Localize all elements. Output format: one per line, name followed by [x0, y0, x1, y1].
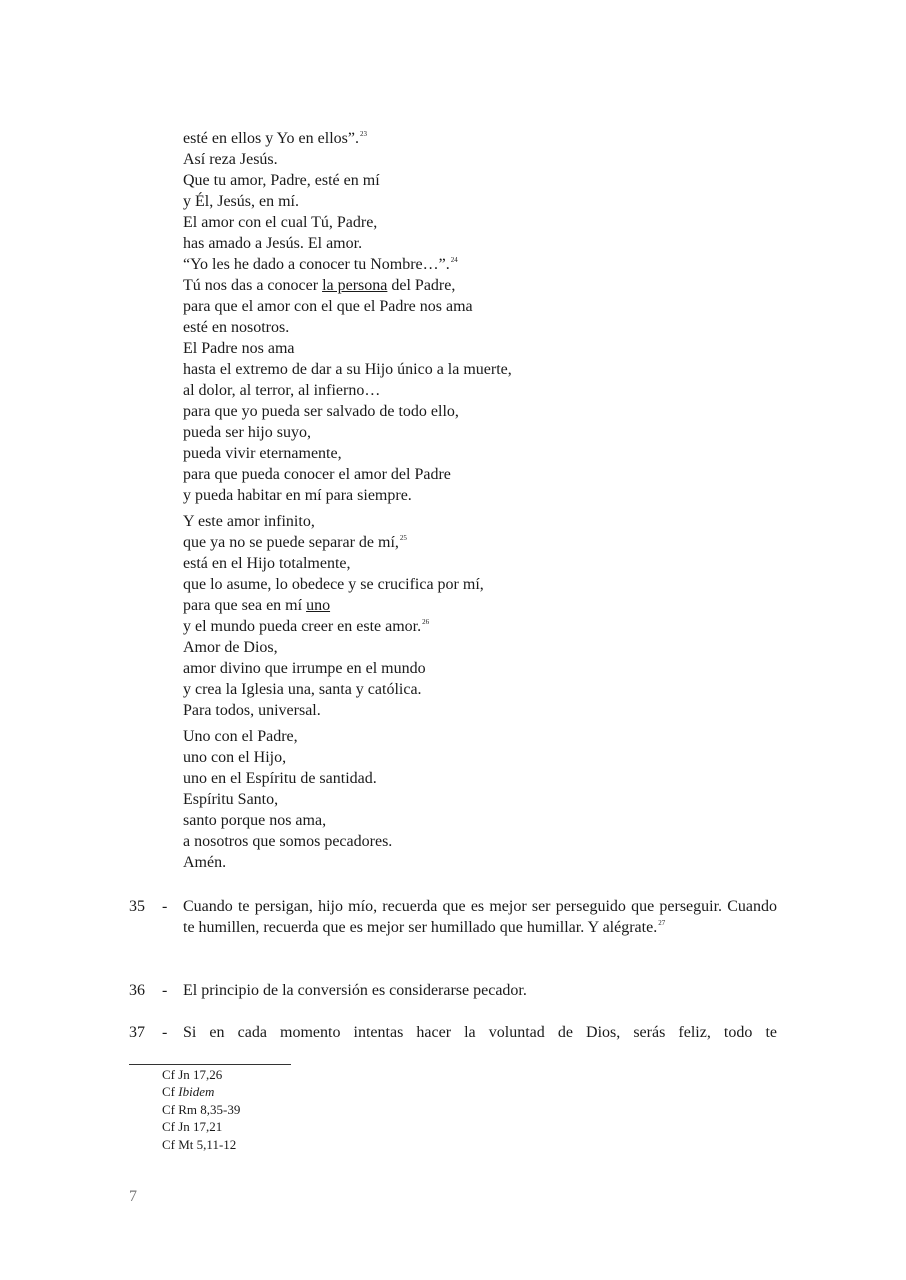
- poem-line: al dolor, al terror, al infierno…: [183, 382, 381, 399]
- poem-line: para que sea en mí uno: [183, 597, 331, 614]
- footnotes: [162, 1066, 240, 1153]
- page-number: 7: [129, 1188, 137, 1205]
- poem-line: esté en ellos y Yo en ellos”.$^{23}$: [183, 130, 367, 147]
- footnote-ref[interactable]: 27: [658, 919, 666, 927]
- poem-line: “Yo les he dado a conocer tu Nombre…”.$^{24}$: [183, 256, 458, 273]
- poem-stanza-3: [183, 726, 783, 873]
- poem-line: El amor con el cual Tú, Padre,: [183, 214, 378, 231]
- poem-line: Que tu amor, Padre, esté en mí: [183, 172, 380, 189]
- poem-line: pueda vivir eternamente,: [183, 445, 342, 462]
- poem-line: para que pueda conocer el amor del Padre: [183, 466, 451, 483]
- footnote: Cf Jn 17,26: [162, 1067, 223, 1082]
- footnote-ref[interactable]: 26: [422, 618, 430, 626]
- poem-line: El Padre nos ama: [183, 340, 295, 357]
- item-text: Si en cada momento intentas hacer la voluntad de Dios, serás feliz, todo te: [183, 1024, 777, 1041]
- poem-line: hasta el extremo de dar a su Hijo único a la muerte,: [183, 361, 512, 378]
- poem-line: para que el amor con el que el Padre nos ama: [183, 298, 473, 315]
- poem-line: Así reza Jesús.: [183, 151, 278, 168]
- numbered-item-36: [129, 980, 777, 1001]
- footnote: Cf Rm 8,35-39: [162, 1101, 241, 1117]
- poem-line: pueda ser hijo suyo,: [183, 424, 311, 441]
- poem-line: Espíritu Santo,: [183, 791, 279, 808]
- poem-line: Amor de Dios,: [183, 639, 278, 656]
- footnote-ref[interactable]: 25: [399, 534, 407, 542]
- poem-line: Tú nos das a conocer la persona del Padre,: [183, 277, 456, 294]
- poem-stanza-1: [183, 128, 783, 506]
- poem-line: has amado a Jesús. El amor.: [183, 235, 363, 252]
- footnote-ref[interactable]: 23: [359, 130, 367, 138]
- item-number: 37: [129, 1024, 145, 1041]
- item-dash: -: [162, 898, 168, 915]
- footnote-ref[interactable]: 24: [450, 256, 458, 264]
- poem: [183, 128, 783, 873]
- item-number: 36: [129, 982, 145, 999]
- item-dash: -: [162, 1024, 168, 1041]
- poem-line: y pueda habitar en mí para siempre.: [183, 487, 412, 504]
- footnote: Cf Ibidem: [162, 1084, 215, 1100]
- poem-line: y crea la Iglesia una, santa y católica.: [183, 681, 422, 698]
- poem-line: y el mundo pueda creer en este amor.$^{26}$: [183, 618, 430, 635]
- item-number: 35: [129, 898, 145, 915]
- poem-line: que ya no se puede separar de mí,$^{25}$: [183, 534, 407, 551]
- poem-stanza-2: [183, 511, 783, 721]
- numbered-item-37: [129, 1022, 777, 1043]
- poem-line: para que yo pueda ser salvado de todo ello,: [183, 403, 459, 420]
- poem-line: uno en el Espíritu de santidad.: [183, 770, 377, 787]
- footnote: Cf Jn 17,21: [162, 1119, 223, 1135]
- item-text: Cuando te persigan, hijo mío, recuerda que es mejor ser perseguido que perseguir. Cuando te humillen, recuerda que es mejor ser humillado que humillar. Y alégrate.$^{27}$: [183, 898, 777, 936]
- item-text: El principio de la conversión es considerarse pecador.: [183, 982, 527, 999]
- poem-line: uno con el Hijo,: [183, 749, 287, 766]
- poem-line: Para todos, universal.: [183, 702, 321, 719]
- poem-line: y Él, Jesús, en mí.: [183, 193, 299, 210]
- footnote: Cf Mt 5,11-12: [162, 1136, 237, 1152]
- underlined-text: la persona: [322, 277, 388, 294]
- poem-line: está en el Hijo totalmente,: [183, 555, 351, 572]
- underlined-text: uno: [306, 597, 331, 614]
- poem-line: Y este amor infinito,: [183, 513, 315, 530]
- poem-line: Uno con el Padre,: [183, 728, 298, 745]
- numbered-item-35: [129, 896, 777, 938]
- poem-line: santo porque nos ama,: [183, 812, 327, 829]
- poem-line: amor divino que irrumpe en el mundo: [183, 660, 426, 677]
- poem-line: que lo asume, lo obedece y se crucifica por mí,: [183, 576, 484, 593]
- poem-line: Amén.: [183, 854, 227, 871]
- poem-line: a nosotros que somos pecadores.: [183, 833, 393, 850]
- item-dash: -: [162, 982, 168, 999]
- footnote-separator: [129, 1064, 291, 1065]
- poem-line: esté en nosotros.: [183, 319, 290, 336]
